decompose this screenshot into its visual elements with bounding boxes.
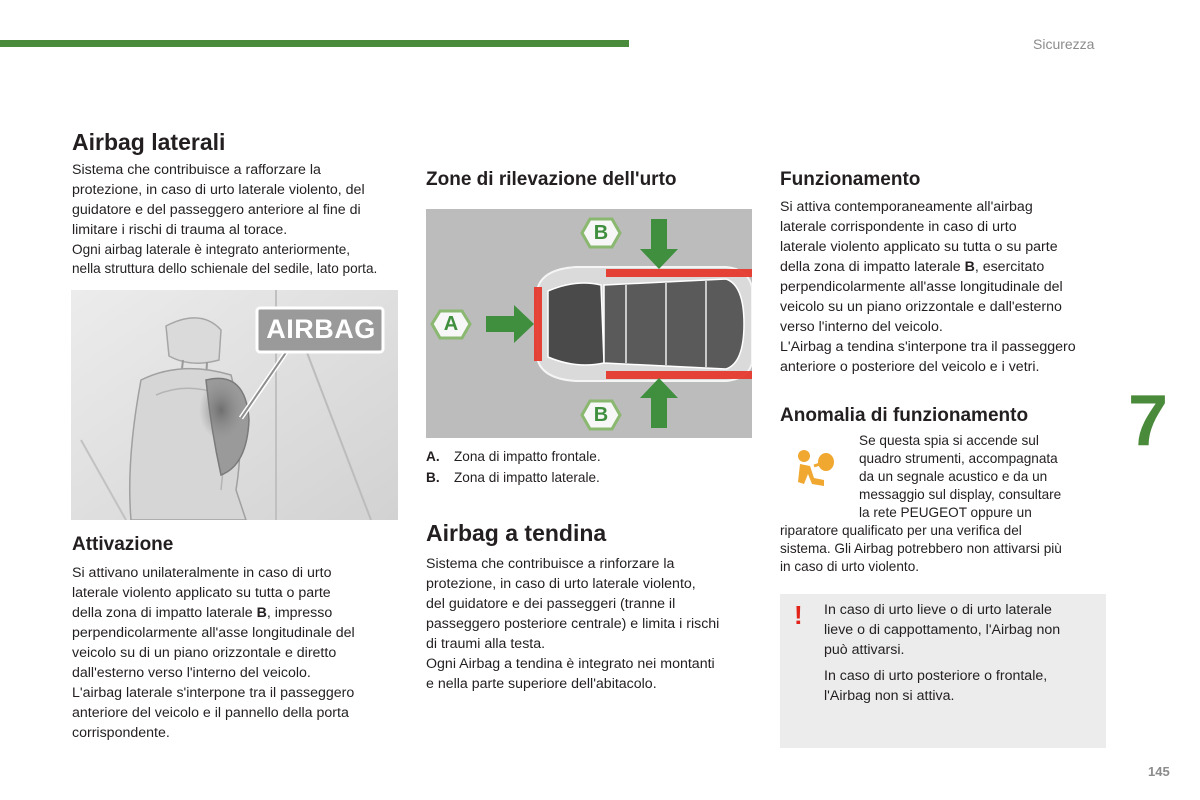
function-line: anteriore o posteriore del veicolo e i vetri. [780,359,1040,375]
zone-b-top-label: B [593,222,609,244]
intro-line: protezione, in caso di urto laterale violento, del [72,182,365,198]
page-number: 145 [1148,764,1170,779]
curtain-line: protezione, in caso di urto laterale violento, [426,576,696,592]
function-line: verso l'interno del veicolo. [780,319,943,335]
intro-line: guidatore e del passeggero anteriore al fine di [72,202,361,218]
activation-text [72,563,402,743]
text-segment: della zona di impatto laterale [780,259,965,275]
seat-airbag-photo [71,290,398,520]
activation-line: dall'esterno verso l'interno del veicolo. [72,665,311,681]
zone-b-ref: B [256,605,267,621]
warning-note-box [780,594,1106,748]
text-segment: , esercitato [974,259,1045,275]
zone-b-ref: B [964,259,975,275]
function-line: laterale violento applicato su tutta o su parte [780,239,1058,255]
car-topview-illustration [426,209,752,438]
malfunction-line: messaggio sul display, consultare [859,487,1062,502]
warning-line: può attivarsi. [824,642,905,658]
warning-paragraph-1 [824,600,1096,660]
zones-title [426,168,677,192]
function-line: Si attiva contemporaneamente all'airbag [780,199,1033,215]
airbag-warning-lamp-icon [790,444,840,494]
malfunction-line: riparatore qualificato per una verifica del [780,523,1022,538]
legend-text: Zona di impatto laterale. [454,470,600,485]
heading: Funzionamento [780,169,921,190]
activation-line: corrispondente. [72,725,170,741]
curtain-line: e nella parte superiore dell'abitacolo. [426,676,657,692]
heading: Airbag a tendina [426,520,607,546]
function-line: perpendicolarmente all'asse longitudinale del [780,279,1063,295]
function-text [780,197,1110,377]
activation-line [72,603,402,623]
activation-line: L'airbag laterale s'interpone tra il passeggero [72,685,355,701]
malfunction-line: in caso di urto violento. [780,559,920,574]
text-segment: della zona di impatto laterale [72,605,257,621]
airbag-laterali-intro [72,160,402,278]
warning-line: l'Airbag non si attiva. [824,688,955,704]
curtain-line: di traumi alla testa. [426,636,546,652]
warning-line: In caso di urto posteriore o frontale, [824,668,1048,684]
exclamation-warning-icon: ! [794,600,803,630]
text-segment: , impresso [266,605,333,621]
diagram-legend [426,446,756,488]
chapter-number: 7 [1128,381,1169,461]
activation-title [72,533,173,557]
legend-item [426,446,756,467]
malfunction-line: quadro strumenti, accompagnata [859,451,1058,466]
heading: Attivazione [72,534,174,555]
intro-line: limitare i rischi di trauma al torace. [72,222,288,238]
malfunction-line: sistema. Gli Airbag potrebbero non attivarsi più [780,541,1062,556]
heading: Airbag laterali [72,129,226,155]
seated-person-airbag-icon [790,444,840,494]
curtain-line: del guidatore e dei passeggeri (tranne il [426,596,676,612]
activation-line: perpendicolarmente all'asse longitudinale del [72,625,355,641]
function-line [780,257,1110,277]
airbag-laterali-title [72,128,225,156]
malfunction-line: la rete PEUGEOT oppure un [859,505,1032,520]
legend-key: A. [426,449,440,464]
intro2-line: Ogni airbag laterale è integrato anteriormente, [72,242,351,257]
malfunction-indented-text [859,432,1109,522]
zone-b-bottom-label: B [593,404,609,426]
curtain-line: Ogni Airbag a tendina è integrato nei montanti [426,656,715,672]
warning-line: In caso di urto lieve o di urto laterale [824,602,1052,618]
airbag-label: AIRBAG [266,314,376,344]
curtain-airbag-text [426,554,756,694]
malfunction-title [780,404,1028,428]
warning-text [824,600,1096,712]
curtain-airbag-title [426,519,606,547]
header-accent-bar [0,40,629,47]
heading: Anomalia di funzionamento [780,405,1029,426]
impact-zones-diagram [426,209,752,438]
legend-item [426,467,756,488]
curtain-line: Sistema che contribuisce a rinforzare la [426,556,675,572]
function-line: L'Airbag a tendina s'interpone tra il passeggero [780,339,1076,355]
function-line: laterale corrispondente in caso di urto [780,219,1017,235]
activation-line: Si attivano unilateralmente in caso di urto [72,565,332,581]
function-title [780,168,920,192]
activation-line: laterale violento applicato su tutta o parte [72,585,331,601]
intro-line: Sistema che contribuisce a rafforzare la [72,162,321,178]
section-title: Sicurezza [1033,36,1095,52]
activation-line: veicolo su di un piano orizzontale e diretto [72,645,337,661]
function-line: veicolo su un piano orizzontale e dall'esterno [780,299,1062,315]
malfunction-line: Se questa spia si accende sul [859,433,1039,448]
heading: Zone di rilevazione dell'urto [426,169,677,190]
zone-a-label: A [443,313,459,335]
legend-key: B. [426,470,440,485]
malfunction-line: da un segnale acustico e da un [859,469,1048,484]
warning-paragraph-2 [824,666,1096,706]
curtain-line: passeggero posteriore centrale) e limita i rischi [426,616,720,632]
intro2-line: nella struttura dello schienale del sedile, lato porta. [72,261,378,276]
legend-text: Zona di impatto frontale. [454,449,601,464]
warning-line: lieve o di cappottamento, l'Airbag non [824,622,1061,638]
malfunction-full-text [780,522,1110,576]
activation-line: anteriore del veicolo e il pannello della porta [72,705,349,721]
